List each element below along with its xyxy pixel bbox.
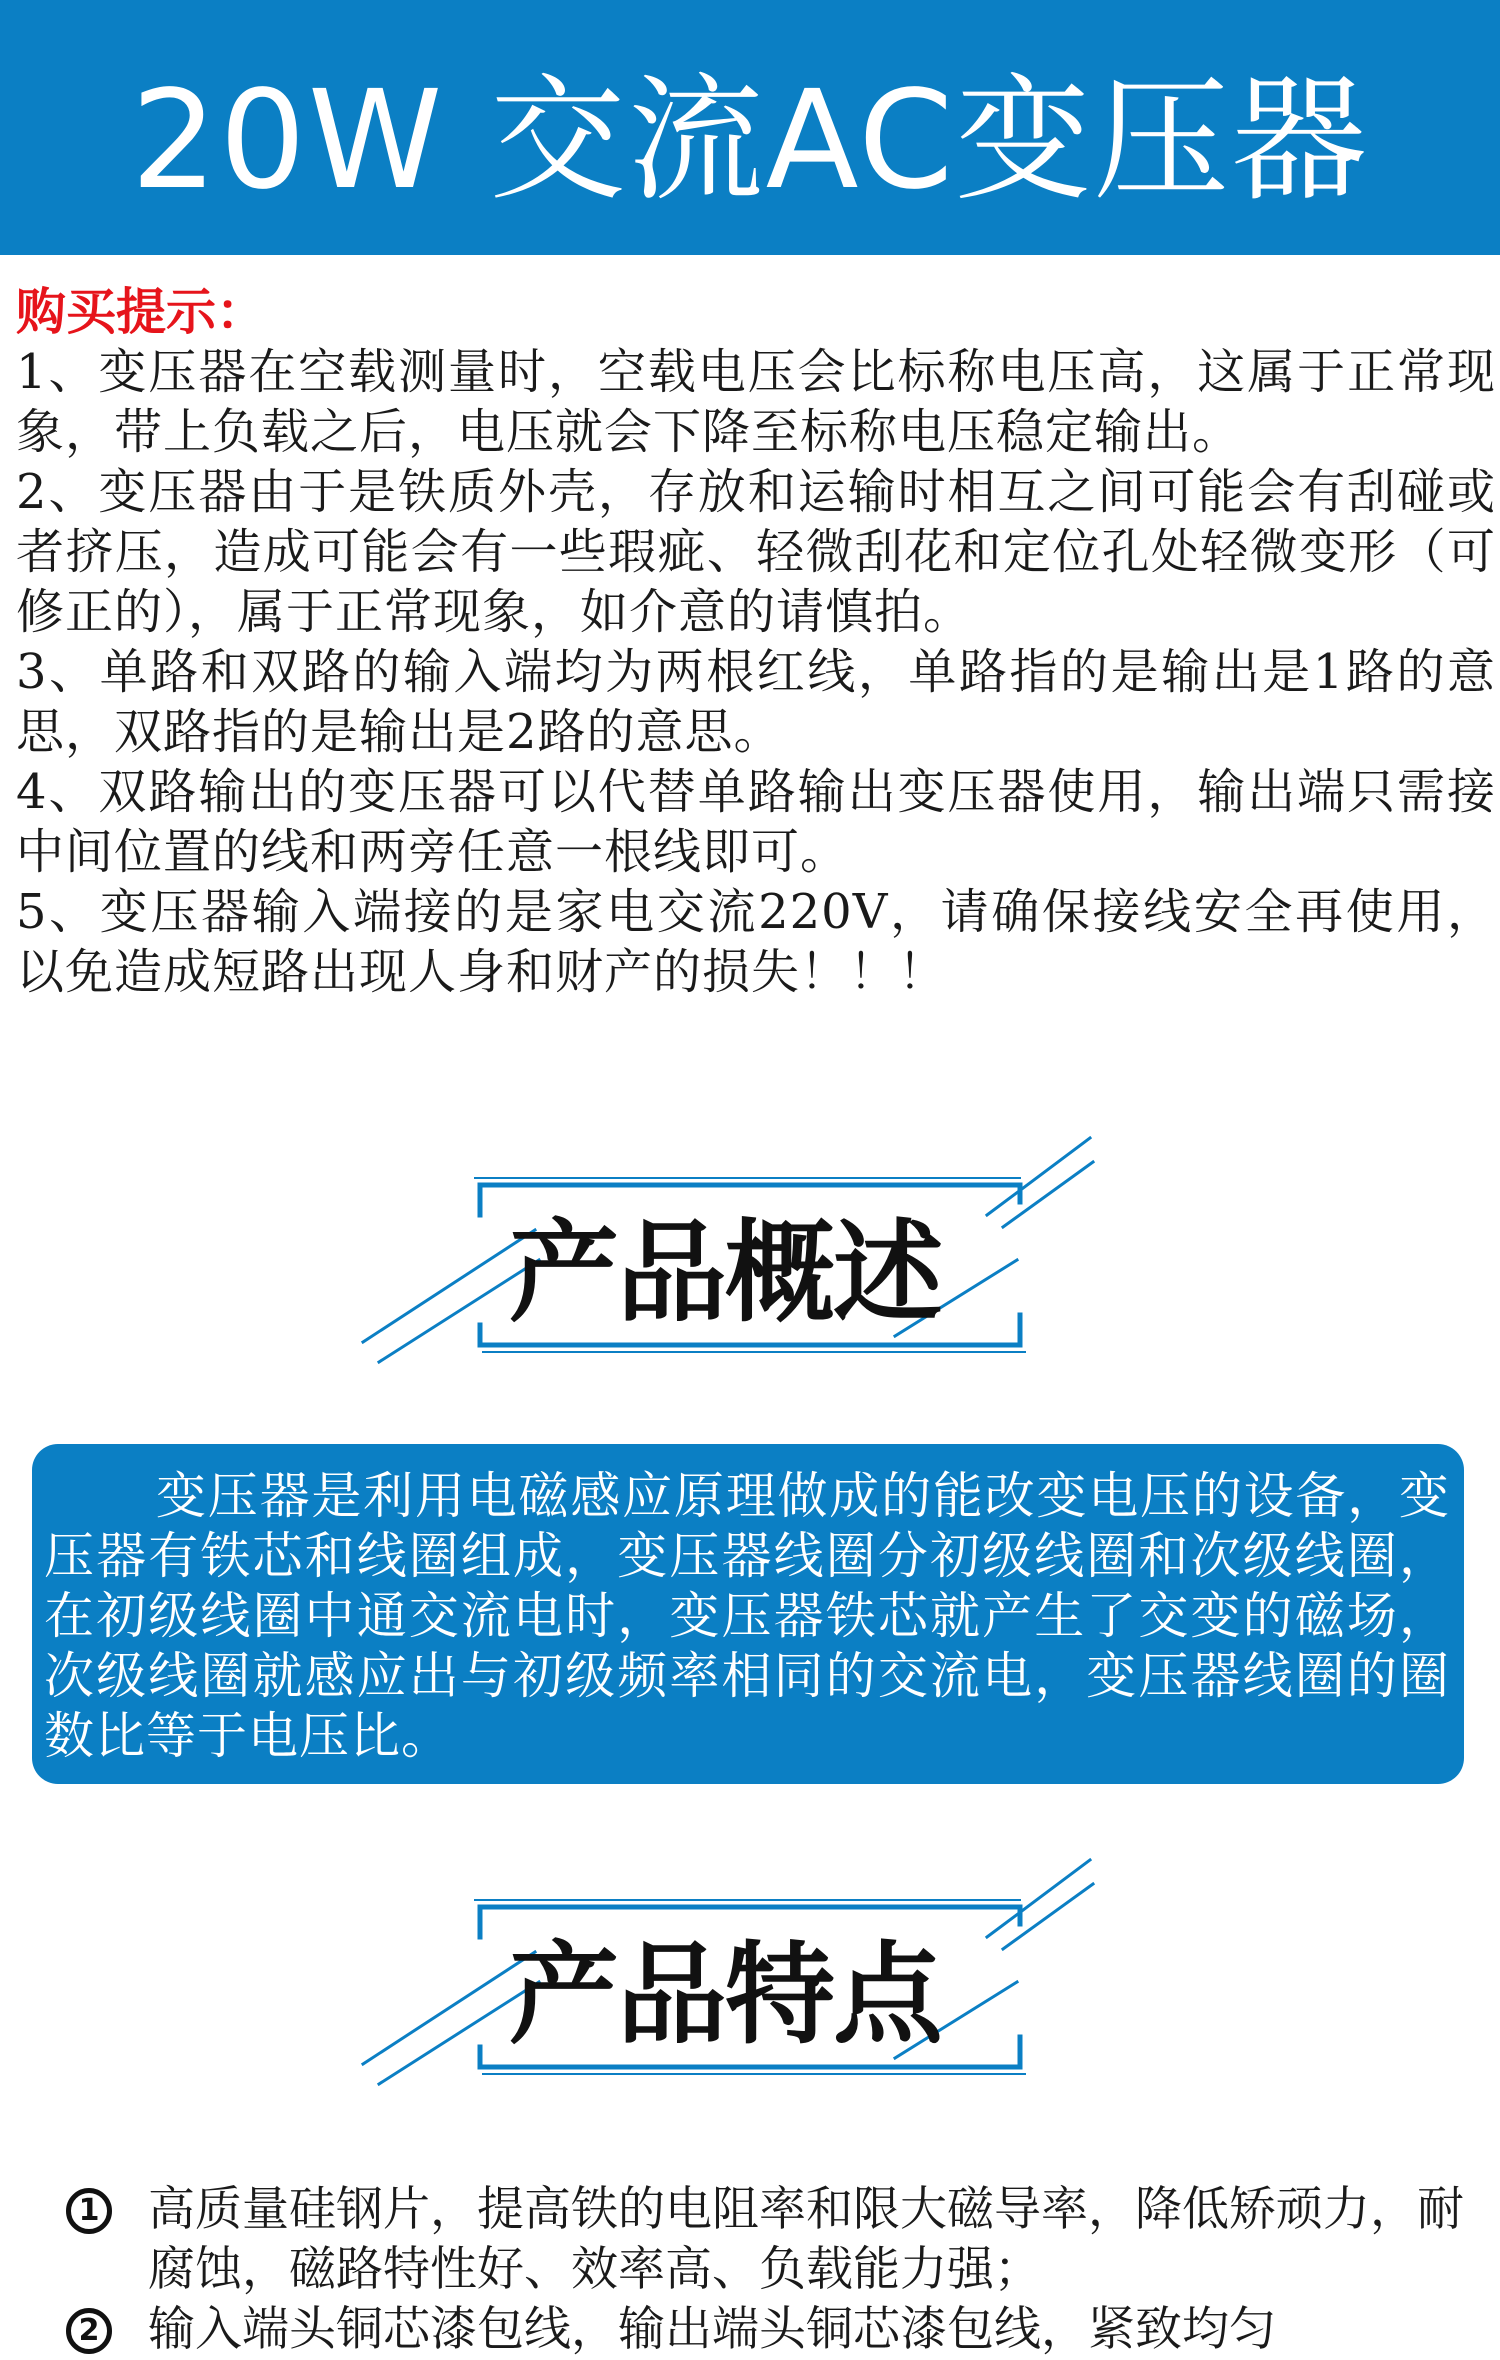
purchase-tips: [16, 282, 1496, 1002]
title-banner: [0, 0, 1500, 255]
overview-box: [32, 1444, 1464, 1784]
feature-text: 输入端头铜芯漆包线，输出端头铜芯漆包线，紧致均匀: [148, 2302, 1276, 2357]
tip-item: 5、变压器输入端接的是家电交流220V，请确保接线安全再使用，以免造成短路出现人身和财产的损失！！！: [16, 884, 1496, 1000]
overview-title: 产品概述: [509, 1209, 941, 1337]
features-section-header: [355, 1852, 1105, 2102]
features-list: [60, 2180, 1480, 2360]
feature-item: [60, 2180, 1480, 2300]
circled-number-icon: 2: [66, 2308, 112, 2354]
feature-item: [60, 2300, 1480, 2360]
tip-item: 4、双路输出的变压器可以代替单路输出变压器使用，输出端只需接中间位置的线和两旁任意一根线即可。: [16, 764, 1496, 880]
overview-section-header: [355, 1130, 1105, 1380]
tips-list: [16, 342, 1496, 1002]
page-title: 20W 交流AC变压器: [130, 61, 1370, 220]
circled-number-icon: 1: [66, 2188, 112, 2234]
tip-item: 3、单路和双路的输入端均为两根红线，单路指的是输出是1路的意思，双路指的是输出是2路的意思。: [16, 644, 1496, 760]
tips-heading: 购买提示：: [16, 283, 266, 341]
features-title: 产品特点: [509, 1931, 941, 2059]
overview-text: 变压器是利用电磁感应原理做成的能改变电压的设备，变压器有铁芯和线圈组成，变压器线圈分初级线圈和次级线圈，在初级线圈中通交流电时，变压器铁芯就产生了交变的磁场，次级线圈就感应出与初级频率相同的交流电，变压器线圈的圈数比等于电压比。: [44, 1467, 1450, 1765]
tip-item: 2、变压器由于是铁质外壳，存放和运输时相互之间可能会有刮碰或者挤压，造成可能会有一些瑕疵、轻微刮花和定位孔处轻微变形（可修正的），属于正常现象，如介意的请慎拍。: [16, 464, 1496, 640]
tip-item: 1、变压器在空载测量时，空载电压会比标称电压高，这属于正常现象，带上负载之后，电压就会下降至标称电压稳定输出。: [16, 344, 1496, 460]
feature-text: 高质量硅钢片，提高铁的电阻率和限大磁导率，降低矫顽力，耐腐蚀，磁路特性好、效率高、负载能力强；: [148, 2182, 1464, 2297]
